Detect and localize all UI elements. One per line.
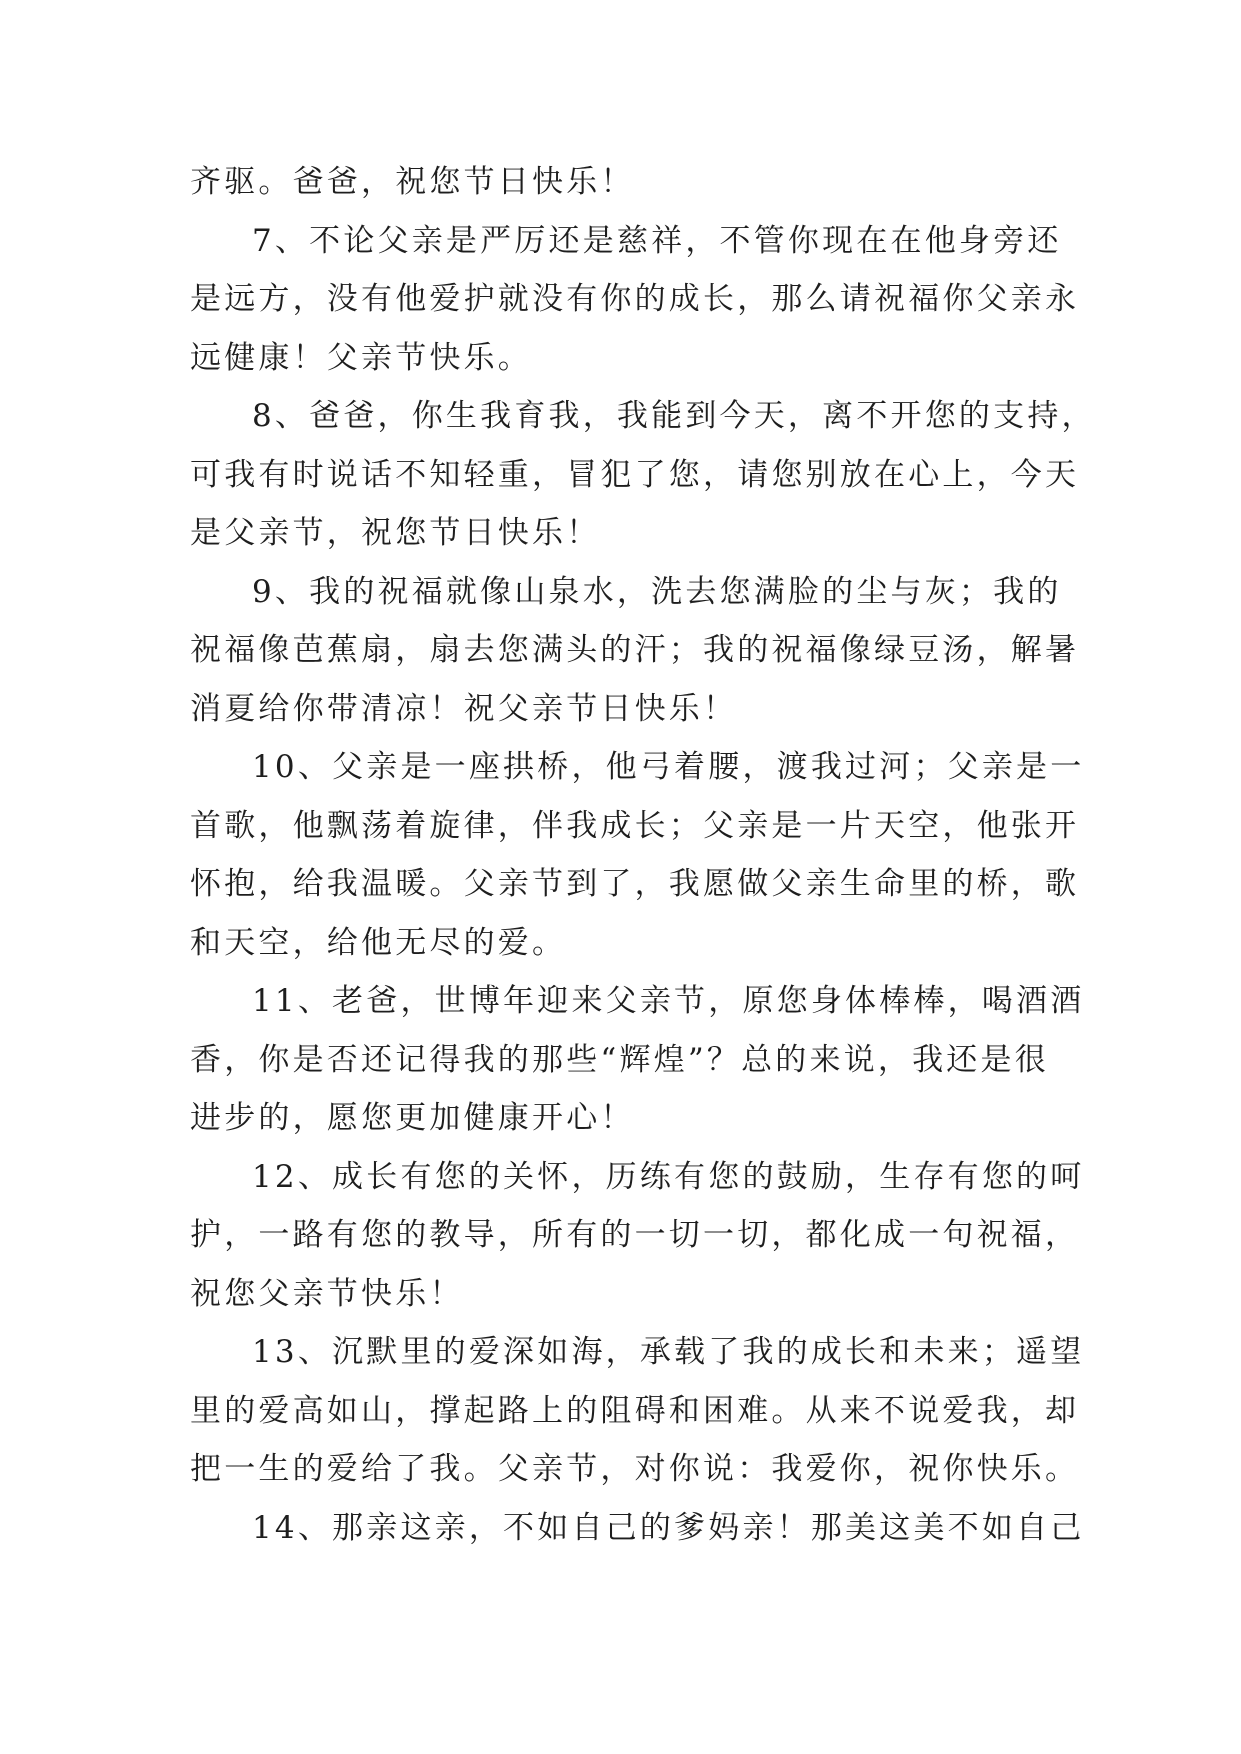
- paragraph-7-line-1: 7、不论父亲是严厉还是慈祥，不管你现在在他身旁还: [252, 222, 1062, 259]
- text-line: 是远方，没有他爱护就没有你的成长，那么请祝福你父亲永: [190, 281, 1080, 317]
- paragraph-11-line-1: 11、老爸，世博年迎来父亲节，原您身体棒棒，喝酒酒: [252, 983, 1085, 1019]
- text-line: 齐驱。爸爸，祝您节日快乐！: [190, 164, 635, 200]
- paragraph-10-line-1: 10、父亲是一座拱桥，他弓着腰，渡我过河；父亲是一: [252, 749, 1085, 785]
- text-line: 怀抱，给我温暖。父亲节到了，我愿做父亲生命里的桥，歌: [190, 866, 1080, 902]
- text-line: 把一生的爱给了我。父亲节，对你说：我爱你，祝你快乐。: [190, 1451, 1080, 1487]
- paragraph-9-line-1: 9、我的祝福就像山泉水，洗去您满脸的尘与灰；我的: [252, 573, 1062, 610]
- paragraph-12-line-1: 12、成长有您的关怀，历练有您的鼓励，生存有您的呵: [252, 1158, 1085, 1195]
- text-line: 远健康！父亲节快乐。: [190, 339, 532, 376]
- text-line: 进步的，愿您更加健康开心！: [190, 1100, 635, 1136]
- paragraph-8-line-1: 8、爸爸，你生我育我，我能到今天，离不开您的支持，: [252, 398, 1096, 434]
- text-line: 祝您父亲节快乐！: [190, 1275, 464, 1312]
- text-line: 护，一路有您的教导，所有的一切一切，都化成一句祝福，: [190, 1217, 1080, 1253]
- text-line: 祝福像芭蕉扇，扇去您满头的汗；我的祝福像绿豆汤，解暑: [190, 632, 1080, 668]
- text-line: 首歌，他飘荡着旋律，伴我成长；父亲是一片天空，他张开: [190, 807, 1080, 844]
- text-line: 消夏给你带清凉！祝父亲节日快乐！: [190, 690, 738, 727]
- paragraph-13-line-1: 13、沉默里的爱深如海，承载了我的成长和未来；遥望: [252, 1334, 1085, 1370]
- text-line: 和天空，给他无尽的爱。: [190, 924, 567, 961]
- text-line: 可我有时说话不知轻重，冒犯了您，请您别放在心上，今天: [190, 456, 1080, 493]
- paragraph-14-line-1: 14、那亲这亲，不如自己的爹妈亲！那美这美不如自己: [252, 1509, 1085, 1546]
- document-body: [190, 153, 1096, 1557]
- text-line: 是父亲节，祝您节日快乐！: [190, 515, 601, 551]
- text-line: 里的爱高如山，撑起路上的阻碍和困难。从来不说爱我，却: [190, 1392, 1080, 1429]
- text-line: 香，你是否还记得我的那些“辉煌”？总的来说，我还是很: [190, 1041, 1049, 1078]
